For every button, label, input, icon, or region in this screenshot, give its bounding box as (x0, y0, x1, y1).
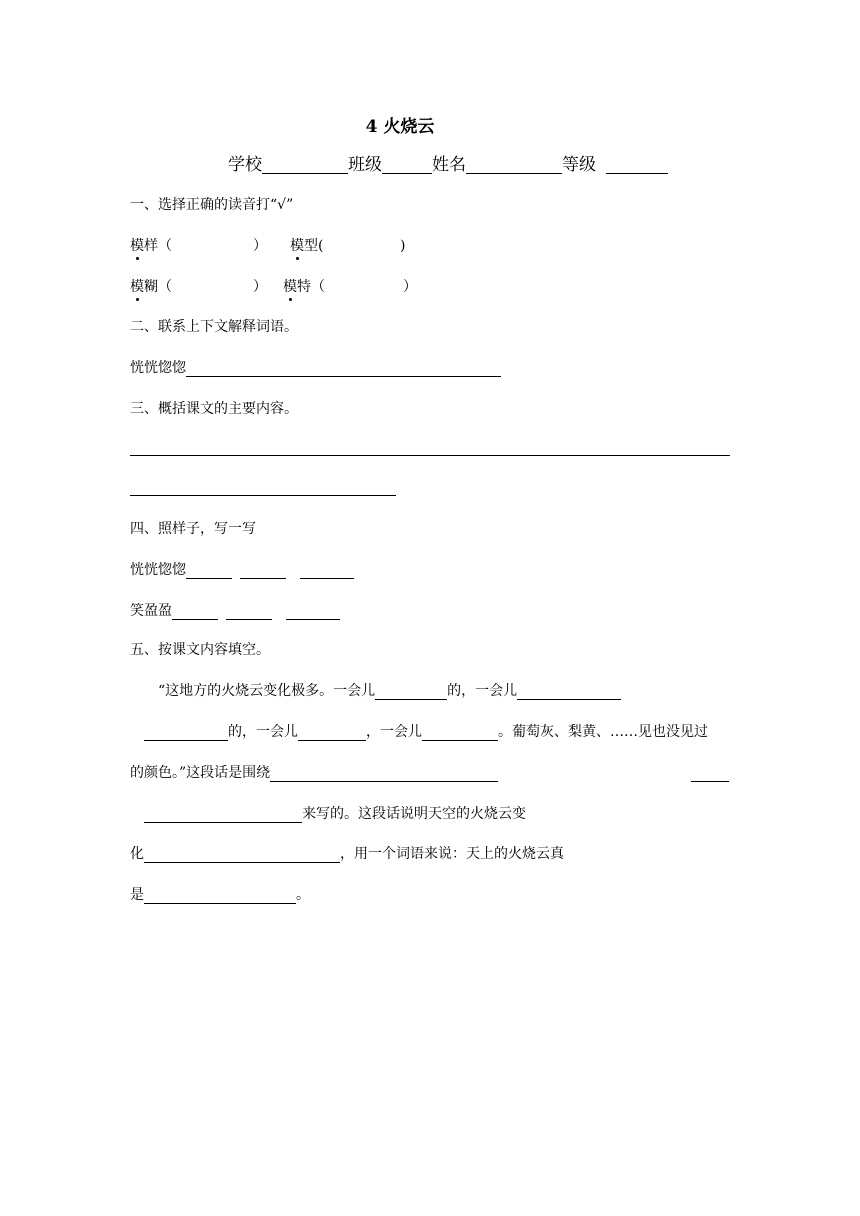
q1-item-mote (283, 278, 325, 296)
q3-answer-line-1[interactable] (130, 455, 730, 456)
q5-text: ，一会儿 (366, 724, 422, 740)
emphasis-char: 模 (130, 238, 144, 254)
grade-label: 等级 (562, 155, 596, 175)
q2-line (130, 359, 501, 377)
q5-text: 的，一会儿 (447, 683, 518, 699)
q5-text: 。葡萄灰、梨黄、……见也没见过 (498, 724, 708, 740)
q5-blank[interactable] (144, 806, 302, 823)
page-title: 4 火烧云 (365, 117, 435, 137)
class-blank[interactable] (382, 157, 432, 174)
q1-answer-paren-close[interactable]: ） (253, 238, 267, 254)
q2-word: 恍恍惚惚 (130, 360, 186, 376)
q5-heading: 五、按课文内容填空。 (130, 642, 270, 658)
q5-blank[interactable] (270, 765, 498, 782)
q5-blank[interactable] (375, 683, 447, 700)
q1-item-text: 型( (304, 238, 324, 254)
q5-text: 是 (130, 887, 144, 903)
q1-item-text: 特（ (297, 279, 325, 295)
name-blank[interactable] (466, 157, 562, 174)
q1-answer-paren-close[interactable]: ) (400, 238, 406, 254)
q4-example-word: 笑盈盈 (130, 603, 172, 619)
q5-blank[interactable] (298, 724, 366, 741)
q2-heading: 二、联系上下文解释词语。 (130, 319, 298, 335)
q5-text: “这地方的火烧云变化极多。一会儿 (158, 683, 376, 699)
q3-heading: 三、概括课文的主要内容。 (130, 401, 298, 417)
q5-line-2 (130, 723, 708, 741)
q5-text: 化 (130, 846, 144, 862)
q2-answer-blank[interactable] (186, 360, 501, 377)
q5-line-5 (130, 845, 564, 863)
q1-heading: 一、选择正确的读音打“√” (130, 197, 294, 213)
q4-blank[interactable] (186, 562, 232, 579)
q1-item-text: 糊（ (144, 279, 172, 295)
emphasis-char: 模 (283, 279, 297, 295)
q1-item-mohu (130, 278, 172, 296)
q4-blank[interactable] (226, 603, 272, 620)
q1-answer-paren-close[interactable]: ） (403, 279, 417, 295)
q5-line-3 (130, 764, 498, 782)
q5-line-4 (130, 805, 526, 823)
q3-answer-line-2[interactable] (130, 495, 396, 496)
q5-blank[interactable] (144, 724, 228, 741)
q1-answer-paren-close[interactable]: ） (253, 279, 267, 295)
name-label: 姓名 (432, 155, 466, 175)
q5-blank[interactable] (517, 683, 621, 700)
q4-blank[interactable] (286, 603, 340, 620)
q1-item-moyang (130, 237, 172, 255)
emphasis-char: 模 (290, 238, 304, 254)
q5-text: 的，一会儿 (228, 724, 298, 740)
q5-line-6 (130, 886, 310, 904)
q5-text: ，用一个词语来说：天上的火烧云真 (340, 846, 564, 862)
q5-blank[interactable] (422, 724, 498, 741)
q1-item-text: 样（ (144, 238, 172, 254)
q4-blank[interactable] (240, 562, 286, 579)
q5-blank-tail[interactable] (691, 781, 729, 782)
school-label: 学校 (228, 155, 262, 175)
student-info-line (228, 156, 668, 174)
q4-heading: 四、照样子，写一写 (130, 521, 256, 537)
q5-text: 的颜色。”这段话是围绕 (130, 765, 271, 781)
grade-blank[interactable] (606, 157, 668, 174)
class-label: 班级 (348, 155, 382, 175)
q5-line-1 (130, 682, 621, 700)
school-blank[interactable] (262, 157, 348, 174)
q5-text: 。 (296, 887, 310, 903)
emphasis-char: 模 (130, 279, 144, 295)
q4-example-word: 恍恍惚惚 (130, 562, 186, 578)
q4-example-2 (130, 602, 340, 620)
q1-item-moxing (290, 237, 323, 255)
q5-blank[interactable] (144, 846, 340, 863)
q4-example-1 (130, 561, 354, 579)
q5-text: 来写的。这段话说明天空的火烧云变 (302, 806, 526, 822)
q4-blank[interactable] (172, 603, 218, 620)
q5-blank[interactable] (144, 887, 296, 904)
q4-blank[interactable] (300, 562, 354, 579)
